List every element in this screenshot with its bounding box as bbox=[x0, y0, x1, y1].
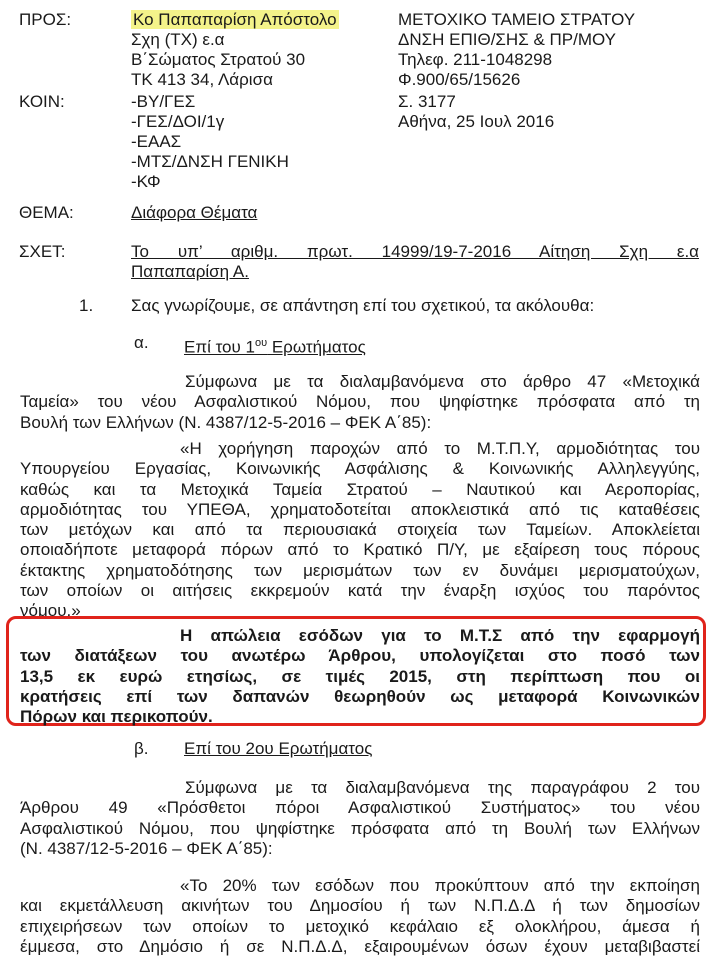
sub-a-title-sup: ου bbox=[254, 337, 268, 349]
sub-b-title: Επί του 2ου Ερωτήματος bbox=[184, 739, 373, 758]
highlight-line: Πόρων και περικοπούν. bbox=[20, 707, 213, 727]
quote-line: καθώς και τα Μετοχικά Ταμεία Στρατού – Ναυτικού και Αεροπορίας, bbox=[20, 479, 700, 499]
highlight-line: Η απώλεια εσόδων για το Μ.Τ.Σ από την εφαρμογή bbox=[180, 626, 700, 645]
para-line: Άρθρου 49 «Πρόσθετοι πόροι Ασφαλιστικού Συστήματος» του νέου bbox=[20, 798, 700, 818]
quote-line: οποιαδήποτε μεταφορά πόρων από το Κρατικό Π/Υ, με εξαίρεση τους πόρους bbox=[20, 540, 700, 560]
quote-line: νόμου.» bbox=[20, 601, 81, 621]
sender-line-6: Αθήνα, 25 Ιουλ 2016 bbox=[398, 112, 555, 131]
reference-line-2: Παπαπαρίση Α. bbox=[131, 262, 249, 281]
sender-line-3: Τηλεφ. 211-1048298 bbox=[398, 50, 553, 69]
sender-line-5: Σ. 3177 bbox=[398, 92, 456, 111]
para-line: Βουλή των Ελλήνων (Ν. 4387/12-5-2016 – ΦΕΚ Α΄85): bbox=[20, 412, 432, 432]
sub-a-highlight bbox=[20, 626, 700, 727]
koin-line-5: -ΚΦ bbox=[131, 172, 161, 191]
quote-line: Υπουργείου Εργασίας, Κοινωνικής Ασφάλισης & Κοινωνικής Αλληλεγγύης, bbox=[20, 459, 700, 479]
sender-line-4: Φ.900/65/15626 bbox=[398, 70, 521, 89]
para-line: Ταμεία» του νέου Ασφαλιστικού Νόμου, που ψηφίστηκε πρόσφατα από τη bbox=[20, 392, 700, 412]
sub-a-paragraph bbox=[20, 372, 700, 433]
to-recipient-name bbox=[131, 10, 339, 30]
para-line: Σύμφωνα με τα διαλαμβανόμενα της παραγράφου 2 του bbox=[185, 778, 700, 797]
koin-line-1: -ΒΥ/ΓΕΣ bbox=[131, 92, 196, 111]
quote-line: έκτακτης χρηματοδότησης των μερισμάτων των εν δυνάμει μερισματούχων, bbox=[20, 560, 700, 580]
sub-a-title-post: Ερωτήματος bbox=[267, 337, 366, 357]
quote-line: των οποίων οι αιτήσεις εκκρεμούν κατά την έναρξη ισχύος του παρόντος bbox=[20, 581, 700, 601]
to-line-3: Β΄Σώματος Στρατού 30 bbox=[131, 50, 306, 69]
quote-line: επιχειρήσεων των οποίων το μετοχικό κεφάλαιο εξ ολοκλήρου, άμεσα ή bbox=[20, 916, 700, 936]
highlight-line: κρατήσεις επί των δαπανών θεωρηθούν ως μεταφορά Κοινωνικών bbox=[20, 686, 700, 706]
reference-label: ΣΧΕΤ: bbox=[19, 242, 66, 261]
sub-b-quote bbox=[20, 876, 700, 957]
sub-a-title bbox=[184, 333, 366, 358]
subject-label: ΘΕΜΑ: bbox=[19, 203, 74, 222]
quote-line: «Η χορήγηση παροχών από το Μ.Τ.Π.Υ, αρμοδιότητας του bbox=[180, 439, 700, 458]
koin-label: ΚΟΙΝ: bbox=[19, 92, 65, 111]
highlight-line: 13,5 εκ ευρώ ετησίως, σε τιμές 2015, στη περίπτωση που οι bbox=[20, 666, 700, 686]
para-line: (Ν. 4387/12-5-2016 – ΦΕΚ Α΄85): bbox=[20, 838, 273, 858]
sub-a-letter: α. bbox=[134, 333, 149, 352]
sender-line-1: ΜΕΤΟΧΙΚΟ ΤΑΜΕΙΟ ΣΤΡΑΤΟΥ bbox=[398, 10, 636, 29]
koin-line-4: -ΜΤΣ/ΔΝΣΗ ΓΕΝΙΚΗ bbox=[131, 152, 289, 171]
koin-line-2: -ΓΕΣ/ΔΟΙ/1γ bbox=[131, 112, 225, 131]
para-line: Σύμφωνα με τα διαλαμβανόμενα στο άρθρο 47 «Μετοχικά bbox=[185, 372, 700, 391]
to-line-2: Σχη (ΤΧ) ε.α bbox=[131, 30, 225, 49]
subject-text: Διάφορα Θέματα bbox=[131, 203, 258, 222]
item-1-number: 1. bbox=[79, 296, 94, 315]
item-1-text: Σας γνωρίζουμε, σε απάντηση επί του σχετικού, τα ακόλουθα: bbox=[131, 296, 595, 315]
koin-line-3: -ΕΑΑΣ bbox=[131, 132, 182, 151]
para-line: Ασφαλιστικού Νόμου, που ψηφίστηκε πρόσφατα από τη Βουλή των Ελλήνων bbox=[20, 818, 700, 838]
recipient-highlight: Κο Παπαπαρίση Απόστολο bbox=[133, 10, 337, 29]
quote-line: έμμεσα, στο Δημόσιο ή σε Ν.Π.Δ.Δ, εξαιρουμένων όσων έχουν μεταβιβαστεί bbox=[20, 936, 700, 956]
reference-line-1: Το υπ’ αριθμ. πρωτ. 14999/19-7-2016 Αίτηση Σχη ε.α bbox=[131, 242, 699, 261]
quote-line: των μετόχων και από τα περιουσιακά στοιχεία των Ταμείων. Αποκλείεται bbox=[20, 520, 700, 540]
highlight-line: των διατάξεων του ανωτέρω Άρθρου, υπολογίζεται στο ποσό των bbox=[20, 646, 700, 666]
sub-b-letter: β. bbox=[134, 739, 149, 758]
sub-a-title-pre: Επί του 1 bbox=[184, 337, 255, 357]
sub-a-quote bbox=[20, 439, 700, 622]
quote-line: «Το 20% των εσόδων που προκύπτουν από την εκποίηση bbox=[180, 876, 700, 895]
quote-line: αρμοδιότητας του ΥΠΕΘΑ, χρηματοδοτείται αποκλειστικά από τις καταθέσεις bbox=[20, 499, 700, 519]
to-label: ΠΡΟΣ: bbox=[19, 10, 72, 29]
sub-b-paragraph bbox=[20, 778, 700, 859]
sender-line-2: ΔΝΣΗ ΕΠΙΘ/ΣΗΣ & ΠΡ/ΜΟΥ bbox=[398, 30, 617, 49]
to-line-4: ΤΚ 413 34, Λάρισα bbox=[131, 70, 273, 89]
quote-line: και εκμετάλλευση ακινήτων του Δημοσίου ή των Ν.Π.Δ.Δ ή των δημοσίων bbox=[20, 896, 700, 916]
